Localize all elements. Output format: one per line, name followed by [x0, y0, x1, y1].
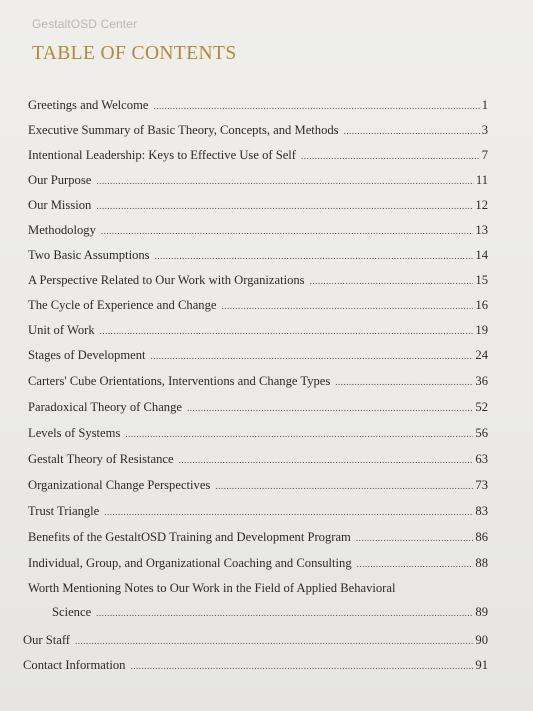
toc-page-number: 90 — [475, 633, 488, 647]
toc-entry[interactable] — [28, 93, 488, 117]
toc-page-number: 14 — [475, 248, 488, 262]
dot-leader — [357, 552, 474, 576]
dot-leader — [101, 219, 474, 243]
toc-page-number: 3 — [481, 123, 488, 137]
toc-page-number: 11 — [475, 173, 488, 187]
dot-leader — [96, 601, 473, 625]
toc-entry[interactable] — [28, 143, 488, 167]
toc-entry[interactable] — [28, 499, 488, 523]
toc-entry[interactable] — [52, 600, 488, 624]
toc-entry[interactable] — [28, 293, 488, 317]
running-header: GestaltOSD Center — [32, 17, 138, 31]
toc-entry[interactable] — [28, 421, 488, 445]
toc-page-number: 91 — [475, 658, 488, 672]
toc-page-number: 7 — [481, 148, 488, 162]
toc-entry[interactable] — [28, 343, 488, 367]
toc-entry-label: Unit of Work — [28, 323, 95, 337]
dot-leader — [310, 269, 474, 293]
toc-entry-label: Intentional Leadership: Keys to Effective Use of Self — [28, 148, 296, 162]
dot-leader — [356, 526, 474, 550]
toc-entry[interactable] — [28, 473, 488, 497]
dot-leader — [215, 474, 473, 498]
toc-entry-label: A Perspective Related to Our Work with Organizations — [28, 273, 305, 287]
toc-entry[interactable] — [28, 369, 488, 393]
dot-leader — [155, 244, 474, 268]
dot-leader — [301, 144, 480, 168]
toc-page-number: 36 — [475, 374, 488, 388]
toc-entry[interactable] — [28, 551, 488, 575]
toc-entry-label: Carters' Cube Orientations, Interventions and Change Types — [28, 374, 331, 388]
toc-entry-label: Stages of Development — [28, 348, 146, 362]
toc-page-number: 89 — [475, 605, 488, 619]
dot-leader — [75, 629, 473, 653]
toc-entry[interactable] — [28, 118, 488, 142]
toc-entry-label: Our Mission — [28, 198, 92, 212]
dot-leader — [344, 119, 480, 143]
toc-page-number: 56 — [475, 426, 488, 440]
toc-page-number: 13 — [475, 223, 488, 237]
toc-entry-label: Benefits of the GestaltOSD Training and Development Program — [28, 530, 351, 544]
toc-entry-label: Gestalt Theory of Resistance — [28, 452, 174, 466]
dot-leader — [153, 94, 479, 118]
toc-entry[interactable] — [23, 653, 488, 677]
toc-entry[interactable] — [28, 318, 488, 342]
dot-leader — [187, 396, 473, 420]
toc-page-number: 1 — [481, 98, 488, 112]
dot-leader — [179, 448, 474, 472]
dot-leader — [335, 370, 473, 394]
toc-entry[interactable] — [23, 628, 488, 652]
toc-page-number: 88 — [475, 556, 488, 570]
toc-entry-label: Our Staff — [23, 633, 70, 647]
toc-entry-label: Paradoxical Theory of Change — [28, 400, 182, 414]
toc-entry-first-line[interactable]: Worth Mentioning Notes to Our Work in the Field of Applied Behavioral — [28, 581, 396, 595]
toc-page-number: 19 — [475, 323, 488, 337]
toc-entry[interactable] — [28, 243, 488, 267]
toc-entry-label: Science — [52, 605, 92, 619]
toc-entry[interactable] — [28, 168, 488, 192]
toc-entry-label: Executive Summary of Basic Theory, Concepts, and Methods — [28, 123, 339, 137]
toc-entry[interactable] — [28, 193, 488, 217]
toc-entry-label: Trust Triangle — [28, 504, 100, 518]
toc-entry[interactable] — [28, 218, 488, 242]
toc-entry-label: Organizational Change Perspectives — [28, 478, 211, 492]
toc-entry-label: Contact Information — [23, 658, 126, 672]
dot-leader — [151, 344, 474, 368]
toc-page-number: 73 — [475, 478, 488, 492]
dot-leader — [125, 422, 473, 446]
toc-page-number: 86 — [475, 530, 488, 544]
dot-leader — [100, 319, 474, 343]
toc-entry[interactable] — [28, 525, 488, 549]
toc-page-number: 12 — [475, 198, 488, 212]
toc-page-number: 52 — [475, 400, 488, 414]
toc-entry-label: Levels of Systems — [28, 426, 121, 440]
toc-entry-label: Our Purpose — [28, 173, 92, 187]
toc-page-number: 83 — [475, 504, 488, 518]
toc-entry-label: The Cycle of Experience and Change — [28, 298, 217, 312]
toc-entry-label: Methodology — [28, 223, 96, 237]
toc-page-number: 16 — [475, 298, 488, 312]
toc-entry[interactable] — [28, 268, 488, 292]
toc-page-number: 63 — [475, 452, 488, 466]
toc-page-number: 24 — [475, 348, 488, 362]
dot-leader — [96, 194, 473, 218]
toc-page-number: 15 — [475, 273, 488, 287]
dot-leader — [221, 294, 473, 318]
toc-entry-label: Two Basic Assumptions — [28, 248, 150, 262]
toc-entry[interactable] — [28, 395, 488, 419]
dot-leader — [96, 169, 474, 193]
toc-entry[interactable] — [28, 447, 488, 471]
toc-entry-label: Greetings and Welcome — [28, 98, 149, 112]
toc-entry-label: Individual, Group, and Organizational Coaching and Consulting — [28, 556, 352, 570]
dot-leader — [104, 500, 473, 524]
dot-leader — [130, 654, 473, 678]
page-title: TABLE OF CONTENTS — [32, 43, 237, 64]
